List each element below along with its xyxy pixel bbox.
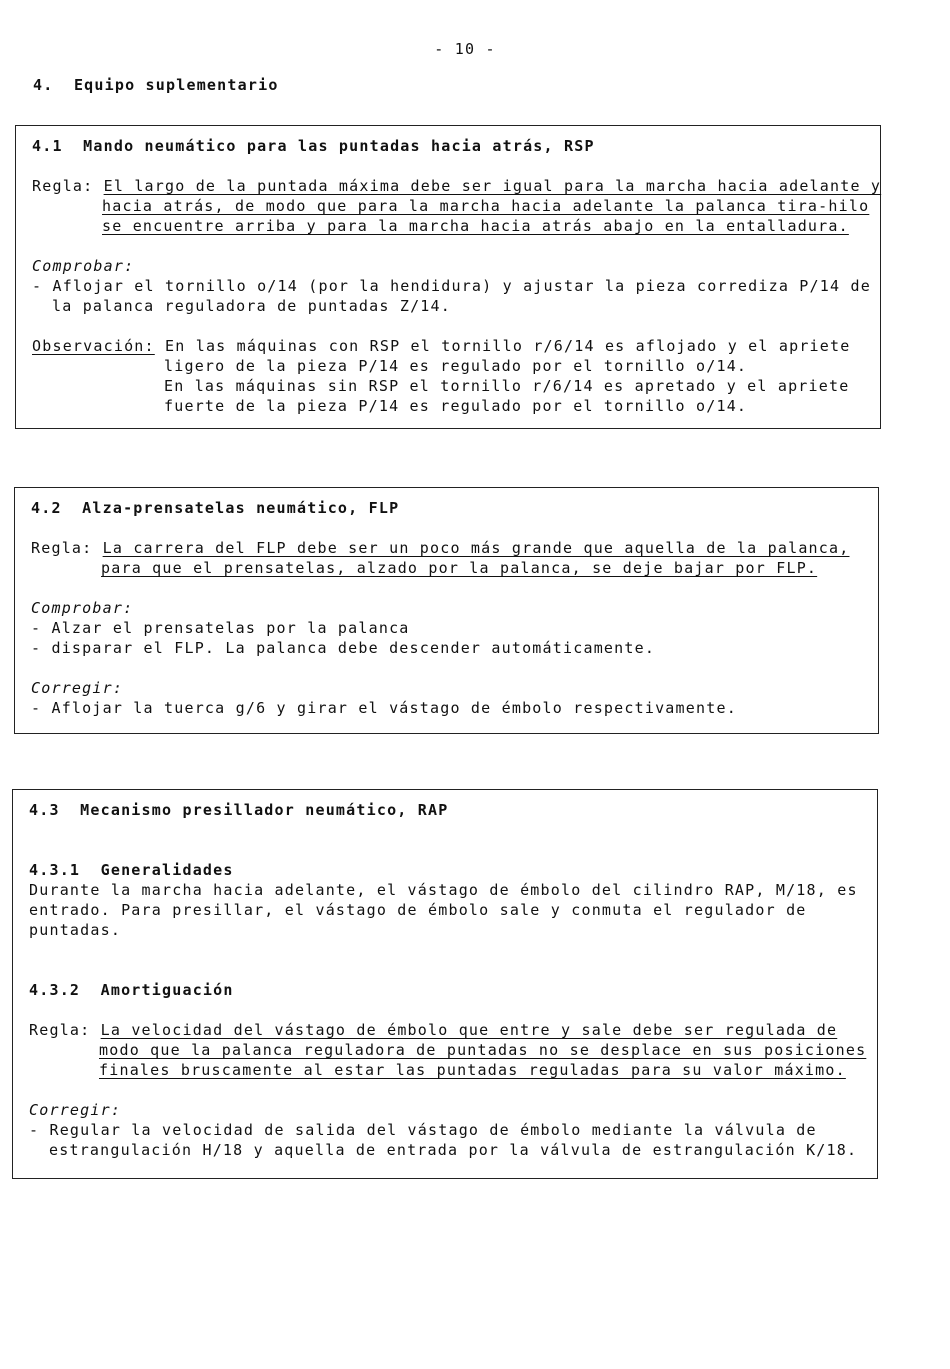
section-4-1-title: 4.1 Mando neumático para las puntadas hacia atrás, RSP (32, 137, 595, 155)
section-4-1-box (15, 125, 881, 429)
subsection-4-3-2-title: 4.3.2 Amortiguación (29, 981, 234, 999)
rule-text-line: finales bruscamente al estar las puntadas reguladas para su valor máximo. (99, 1061, 846, 1079)
section-number: 4. (33, 76, 54, 94)
section-4-2-title: 4.2 Alza-prensatelas neumático, FLP (31, 499, 400, 517)
observation-line: En las máquinas sin RSP el tornillo r/6/14 es apretado y el apriete (164, 377, 850, 395)
check-line: - disparar el FLP. La palanca debe descender automáticamente. (31, 639, 656, 657)
fix-line: estrangulación H/18 y aquella de entrada por la válvula de estrangulación K/18. (49, 1141, 858, 1159)
check-label: Comprobar: (31, 599, 134, 617)
fix-line: - Aflojar la tuerca g/6 y girar el vástago de émbolo respectivamente. (31, 699, 737, 717)
rule-text-line: El largo de la puntada máxima debe ser igual para la marcha hacia adelante y (103, 177, 882, 195)
observation-line: ligero de la pieza P/14 es regulado por el tornillo o/14. (164, 357, 748, 375)
rule-label: Regla: (32, 177, 94, 195)
fix-label: Corregir: (31, 679, 124, 697)
observation-line: En las máquinas con RSP el tornillo r/6/14 es aflojado y el apriete (165, 337, 851, 355)
fix-line: - Regular la velocidad de salida del vástago de émbolo mediante la válvula de (29, 1121, 817, 1139)
section-4-3-title: 4.3 Mecanismo presillador neumático, RAP (29, 801, 449, 819)
rule-text-line: La carrera del FLP debe ser un poco más grande que aquella de la palanca, (102, 539, 850, 557)
rule-text-line: hacia atrás, de modo que para la marcha hacia adelante la palanca tira-hilo (102, 197, 870, 215)
check-line: la palanca reguladora de puntadas Z/14. (52, 297, 451, 315)
subsection-4-3-1-title: 4.3.1 Generalidades (29, 861, 234, 879)
check-label: Comprobar: (32, 257, 135, 275)
body-line: Durante la marcha hacia adelante, el vástago de émbolo del cilindro RAP, M/18, es (29, 881, 858, 899)
check-line: - Aflojar el tornillo o/14 (por la hendidura) y ajustar la pieza corrediza P/14 de (32, 277, 871, 295)
rule-text-line: se encuentre arriba y para la marcha hacia atrás abajo en la entalladura. (102, 217, 849, 235)
section-4-3-box (12, 789, 878, 1179)
rule-text-line: modo que la palanca reguladora de puntadas no se desplace en sus posiciones (99, 1041, 867, 1059)
observation-line: fuerte de la pieza P/14 es regulado por el tornillo o/14. (164, 397, 748, 415)
fix-label: Corregir: (29, 1101, 122, 1119)
body-line: puntadas. (29, 921, 122, 939)
body-line: entrado. Para presillar, el vástago de émbolo sale y conmuta el regulador de (29, 901, 807, 919)
section-heading (33, 76, 279, 94)
rule-text-line: para que el prensatelas, alzado por la palanca, se deje bajar por FLP. (101, 559, 818, 577)
page-number: - 10 - (434, 40, 496, 58)
section-4-2-box (14, 487, 879, 734)
rule-label: Regla: (31, 539, 93, 557)
rule-label: Regla: (29, 1021, 91, 1039)
check-line: - Alzar el prensatelas por la palanca (31, 619, 410, 637)
observation-label: Observación: (32, 337, 155, 355)
rule-text-line: La velocidad del vástago de émbolo que entre y sale debe ser regulada de (100, 1021, 838, 1039)
section-title: Equipo suplementario (73, 76, 279, 94)
